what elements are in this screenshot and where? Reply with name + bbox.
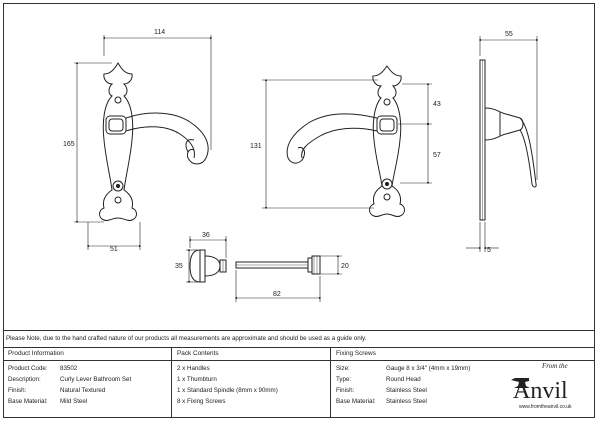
dimension-20	[320, 256, 342, 274]
description-label: Description:	[8, 376, 41, 383]
dimension-114	[104, 35, 211, 150]
pack-contents-title: Pack Contents	[177, 350, 219, 357]
dim-35-label: 35	[175, 263, 183, 270]
pack-item: 1 x Standard Spindle (8mm x 90mm)	[177, 387, 278, 394]
column-divider	[171, 347, 172, 418]
right-handle-view	[287, 66, 404, 217]
dimension-36	[190, 236, 226, 258]
dim-131-label: 131	[250, 143, 262, 150]
brand-url: www.fromtheanvil.co.uk	[519, 404, 572, 410]
dimension-43-57	[398, 84, 432, 183]
screw-finish-value: Stainless Steel	[386, 387, 427, 394]
dimension-5	[466, 222, 499, 252]
left-handle-view	[100, 63, 209, 221]
screw-size-value: Gauge 8 x 3/4" (4mm x 19mm)	[386, 365, 471, 372]
screw-material-value: Stainless Steel	[386, 398, 427, 405]
side-view	[480, 60, 536, 220]
thumbturn-view	[190, 250, 226, 282]
screw-size-label: Size:	[336, 365, 350, 372]
dim-51-label: 51	[110, 246, 118, 253]
product-info-title: Product Information	[8, 350, 64, 357]
brand-tagline: From the	[542, 362, 568, 370]
pack-item: 1 x Thumbturn	[177, 376, 217, 383]
pack-item: 2 x Handles	[177, 365, 210, 372]
finish-value: Natural Textured	[60, 387, 106, 394]
brand-name: Anvil	[513, 378, 568, 404]
finish-label: Finish:	[8, 387, 27, 394]
brand-logo	[505, 358, 591, 414]
pack-item: 8 x Fixing Screws	[177, 398, 226, 405]
dim-165-label: 165	[63, 141, 75, 148]
dim-55-label: 55	[505, 31, 513, 38]
disclaimer-note: Please Note, due to the hand crafted nature of our products all measurements are approximate and should be used as a guide only.	[6, 335, 367, 342]
dim-82-label: 82	[273, 291, 281, 298]
dim-43-label: 43	[433, 101, 441, 108]
screw-type-label: Type:	[336, 376, 352, 383]
description-value: Curly Lever Bathroom Set	[60, 376, 132, 383]
divider	[3, 330, 595, 331]
dim-57-label: 57	[433, 152, 441, 159]
dim-5-label: 5	[487, 247, 491, 254]
dimension-165	[74, 63, 112, 222]
dim-36-label: 36	[202, 232, 210, 239]
dim-20-label: 20	[341, 263, 349, 270]
column-divider	[330, 347, 331, 418]
product-code-label: Product Code:	[8, 365, 48, 372]
base-material-value: Mild Steel	[60, 398, 88, 405]
product-code-value: 83502	[60, 365, 78, 372]
screw-type-value: Round Head	[386, 376, 421, 383]
dimension-131	[262, 80, 378, 208]
screw-finish-label: Finish:	[336, 387, 355, 394]
dim-114-label: 114	[154, 29, 166, 36]
divider	[3, 347, 595, 348]
base-material-label: Base Material:	[8, 398, 48, 405]
fixing-screws-title: Fixing Screws	[336, 350, 376, 357]
screw-material-label: Base Material:	[336, 398, 376, 405]
spindle-view	[236, 256, 320, 274]
